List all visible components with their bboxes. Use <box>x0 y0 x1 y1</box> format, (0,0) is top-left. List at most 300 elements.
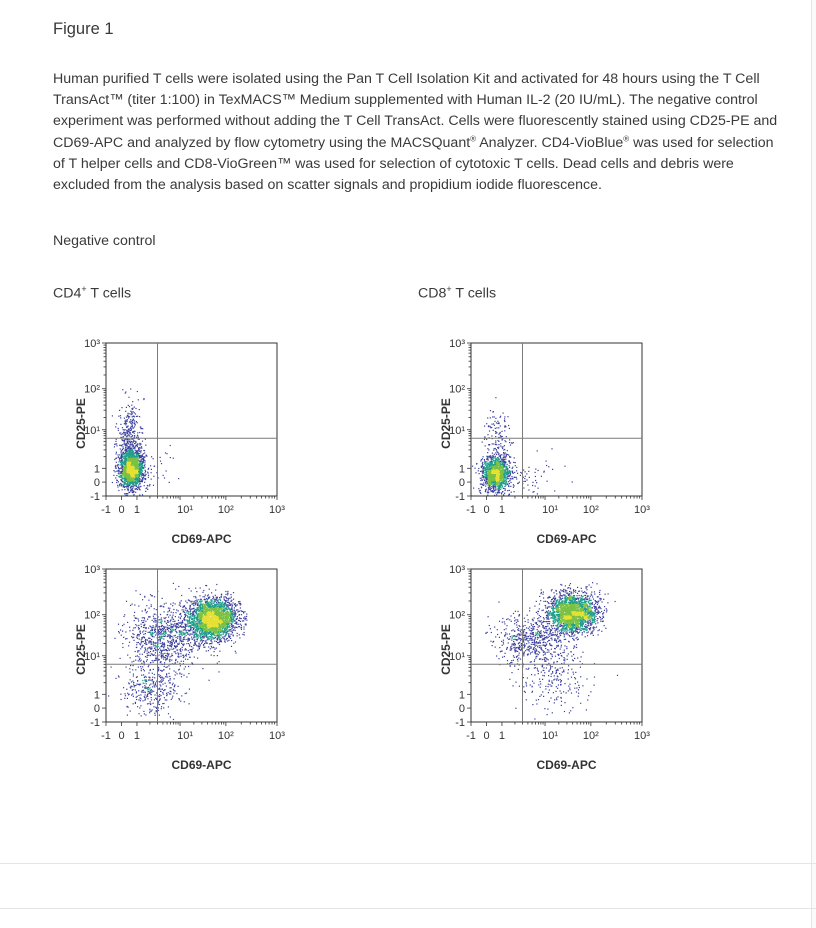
data-point <box>528 489 529 490</box>
x-tick-label: 10² <box>582 504 599 516</box>
data-point <box>230 629 231 630</box>
data-point <box>229 625 230 626</box>
data-point <box>115 471 116 472</box>
data-point <box>128 460 129 461</box>
data-point <box>125 480 126 481</box>
data-point <box>234 607 235 608</box>
data-point <box>122 472 123 473</box>
data-point <box>508 425 509 426</box>
data-point <box>487 417 488 418</box>
data-point <box>498 489 499 490</box>
data-point <box>121 467 122 468</box>
data-point <box>142 494 143 495</box>
data-point <box>509 490 510 491</box>
data-point <box>514 491 515 492</box>
data-point <box>140 427 141 428</box>
data-point <box>491 470 492 471</box>
data-point <box>135 470 136 471</box>
data-point <box>137 477 138 478</box>
data-point <box>554 490 555 491</box>
group-label-cd8 <box>418 284 496 302</box>
data-point <box>537 493 538 494</box>
caption-text-5: was used for selection of T helper cells and CD8-VioGreen <box>53 134 774 172</box>
data-point <box>122 484 123 485</box>
data-point <box>502 459 503 460</box>
data-point <box>127 484 128 485</box>
data-point <box>145 445 146 446</box>
data-point <box>126 417 127 418</box>
data-point <box>131 475 132 476</box>
data-point <box>538 470 539 471</box>
data-point <box>127 421 128 422</box>
data-point <box>215 601 216 602</box>
data-point <box>130 419 131 420</box>
data-point <box>124 482 125 483</box>
data-point <box>133 448 134 449</box>
data-point <box>148 475 149 476</box>
x-tick-label: 10¹ <box>542 504 558 516</box>
data-point <box>137 416 138 417</box>
data-point <box>498 492 499 493</box>
data-point <box>490 485 491 486</box>
data-point <box>136 450 137 451</box>
flow-plot-cd8-negative <box>435 333 685 548</box>
data-point <box>511 476 512 477</box>
data-point <box>122 444 123 445</box>
data-point <box>503 471 504 472</box>
data-point <box>501 462 502 463</box>
data-point <box>132 490 133 491</box>
data-point <box>525 471 526 472</box>
data-point <box>484 459 485 460</box>
data-point <box>118 476 119 477</box>
data-point <box>484 474 485 475</box>
data-point <box>116 482 117 483</box>
data-point <box>508 486 509 487</box>
data-point <box>208 597 209 598</box>
data-point <box>118 471 119 472</box>
data-point <box>133 431 134 432</box>
data-point <box>129 452 130 453</box>
data-point <box>497 479 498 480</box>
data-point <box>551 448 552 449</box>
data-point <box>494 472 495 473</box>
trademark-mark: ™ <box>109 92 124 109</box>
data-point <box>502 447 503 448</box>
data-point <box>116 468 117 469</box>
data-point <box>504 421 505 422</box>
data-point <box>121 463 122 464</box>
data-point <box>482 458 483 459</box>
data-point <box>144 478 145 479</box>
data-point <box>499 468 500 469</box>
data-point <box>513 462 514 463</box>
data-point <box>507 490 508 491</box>
data-point <box>496 427 497 428</box>
data-point <box>482 468 483 469</box>
data-point <box>194 626 195 627</box>
data-point <box>142 473 143 474</box>
data-point <box>130 479 131 480</box>
data-point <box>472 466 473 467</box>
data-point <box>130 468 131 469</box>
data-point <box>516 470 517 471</box>
data-point <box>161 463 162 464</box>
data-point <box>492 487 493 488</box>
data-point <box>151 456 152 457</box>
data-point <box>127 478 128 479</box>
x-axis-label: CD69-APC <box>171 532 232 546</box>
data-point <box>132 425 133 426</box>
data-point <box>125 422 126 423</box>
data-point <box>133 442 134 443</box>
data-point <box>123 452 124 453</box>
data-point <box>501 468 502 469</box>
flow-plot-cd4-activated <box>70 559 320 774</box>
data-point <box>142 441 143 442</box>
data-point <box>141 472 142 473</box>
data-point <box>503 413 504 414</box>
data-point <box>120 417 121 418</box>
data-point <box>482 465 483 466</box>
data-point <box>491 464 492 465</box>
data-point <box>139 455 140 456</box>
plot-cd4-negative <box>70 333 320 548</box>
data-point <box>128 416 129 417</box>
data-point <box>498 465 499 466</box>
data-point <box>216 648 217 649</box>
data-point <box>128 417 129 418</box>
data-point <box>125 411 126 412</box>
data-point <box>498 441 499 442</box>
data-point <box>480 480 481 481</box>
data-point <box>131 457 132 458</box>
data-point <box>128 466 129 467</box>
data-point <box>211 647 212 648</box>
x-tick-label: -1 <box>101 504 111 516</box>
data-point <box>116 445 117 446</box>
data-point <box>220 599 221 600</box>
data-point <box>496 450 497 451</box>
data-point <box>125 432 126 433</box>
y-axis-label: CD25-PE <box>74 398 88 449</box>
data-point <box>137 391 138 392</box>
data-point <box>488 470 489 471</box>
data-point <box>142 432 143 433</box>
data-point <box>495 456 496 457</box>
x-tick-label: 10³ <box>634 504 650 516</box>
data-point <box>199 635 200 636</box>
data-point <box>133 494 134 495</box>
data-point <box>124 440 125 441</box>
data-point <box>131 421 132 422</box>
data-point <box>495 444 496 445</box>
data-point <box>510 482 511 483</box>
data-point <box>138 437 139 438</box>
data-point <box>506 468 507 469</box>
data-point <box>493 475 494 476</box>
data-point <box>486 456 487 457</box>
data-point <box>123 471 124 472</box>
data-point <box>129 454 130 455</box>
data-point <box>489 466 490 467</box>
data-point <box>497 466 498 467</box>
data-point <box>505 490 506 491</box>
data-point <box>484 476 485 477</box>
data-point <box>505 426 506 427</box>
data-point <box>516 467 517 468</box>
data-point <box>148 473 149 474</box>
data-point <box>237 635 238 636</box>
data-point <box>484 470 485 471</box>
data-point <box>488 479 489 480</box>
data-point <box>141 480 142 481</box>
data-point <box>115 466 116 467</box>
data-point <box>188 613 189 614</box>
data-point <box>141 467 142 468</box>
data-point <box>133 419 134 420</box>
data-point <box>131 426 132 427</box>
data-point <box>500 463 501 464</box>
data-point <box>229 603 230 604</box>
data-point <box>124 421 125 422</box>
data-point <box>484 426 485 427</box>
data-point <box>132 453 133 454</box>
data-point <box>488 425 489 426</box>
data-point <box>127 486 128 487</box>
data-point <box>495 462 496 463</box>
data-point <box>496 444 497 445</box>
x-tick-label: 0 <box>118 504 125 516</box>
data-point <box>548 466 549 467</box>
data-point <box>479 490 480 491</box>
data-point <box>209 602 210 603</box>
data-point <box>124 467 125 468</box>
data-point <box>135 473 136 474</box>
data-point <box>523 481 524 482</box>
data-point <box>144 467 145 468</box>
data-point <box>482 442 483 443</box>
data-point <box>224 636 225 637</box>
data-point <box>497 470 498 471</box>
data-point <box>505 488 506 489</box>
data-point <box>508 461 509 462</box>
data-point <box>124 423 125 424</box>
data-point <box>137 451 138 452</box>
data-point <box>134 448 135 449</box>
data-point <box>500 443 501 444</box>
data-point <box>519 482 520 483</box>
data-point <box>118 461 119 462</box>
data-point <box>496 494 497 495</box>
data-point <box>202 592 203 593</box>
data-point <box>488 444 489 445</box>
data-point <box>128 454 129 455</box>
x-tick-label: 10³ <box>269 504 285 516</box>
data-point <box>476 463 477 464</box>
data-point <box>126 451 127 452</box>
data-point <box>489 484 490 485</box>
caption-text-4: Analyzer. CD4-VioBlue <box>476 134 624 151</box>
data-point <box>541 476 542 477</box>
data-point <box>119 484 120 485</box>
data-point <box>130 430 131 431</box>
data-point <box>480 460 481 461</box>
data-point <box>139 486 140 487</box>
data-point <box>131 411 132 412</box>
data-point <box>193 605 194 606</box>
data-point <box>190 633 191 634</box>
data-point <box>121 457 122 458</box>
data-point <box>137 453 138 454</box>
data-point <box>513 473 514 474</box>
data-point <box>134 416 135 417</box>
data-point <box>488 484 489 485</box>
data-point <box>514 472 515 473</box>
data-point <box>219 638 220 639</box>
data-point <box>133 454 134 455</box>
data-point <box>160 457 161 458</box>
data-point <box>120 432 121 433</box>
data-point <box>483 456 484 457</box>
figure-title: Figure 1 <box>53 20 114 38</box>
data-point <box>121 484 122 485</box>
data-point <box>116 423 117 424</box>
data-point <box>129 478 130 479</box>
data-point <box>144 464 145 465</box>
data-point <box>508 481 509 482</box>
data-point <box>122 453 123 454</box>
data-point <box>484 472 485 473</box>
data-point <box>488 464 489 465</box>
data-point <box>495 442 496 443</box>
data-point <box>138 484 139 485</box>
data-point <box>483 476 484 477</box>
data-point <box>506 477 507 478</box>
data-point <box>501 482 502 483</box>
data-point <box>491 458 492 459</box>
vertical-scrollbar[interactable] <box>811 0 816 928</box>
data-point <box>126 487 127 488</box>
data-point <box>480 471 481 472</box>
data-point <box>134 467 135 468</box>
data-point <box>123 486 124 487</box>
data-point <box>121 434 122 435</box>
y-tick-label: 10³ <box>449 338 465 350</box>
data-point <box>212 598 213 599</box>
data-point <box>495 448 496 449</box>
data-point <box>572 481 573 482</box>
data-point <box>235 630 236 631</box>
data-point <box>495 487 496 488</box>
data-point <box>113 475 114 476</box>
data-point <box>121 454 122 455</box>
data-point <box>493 412 494 413</box>
x-tick-label: 0 <box>483 504 490 516</box>
data-point <box>127 451 128 452</box>
data-point <box>496 462 497 463</box>
group-label-cd4 <box>53 284 131 302</box>
data-point <box>123 436 124 437</box>
data-point <box>135 480 136 481</box>
data-point <box>125 493 126 494</box>
data-point <box>127 489 128 490</box>
data-point <box>505 456 506 457</box>
data-point <box>138 463 139 464</box>
data-point <box>499 473 500 474</box>
data-point <box>510 473 511 474</box>
data-point <box>232 624 233 625</box>
data-point <box>126 472 127 473</box>
data-point <box>502 467 503 468</box>
data-point <box>501 474 502 475</box>
data-point <box>520 475 521 476</box>
y-tick-label: 0 <box>93 477 100 490</box>
data-point <box>490 462 491 463</box>
data-point <box>489 480 490 481</box>
data-point <box>122 459 123 460</box>
x-tick-label: 10¹ <box>177 504 193 516</box>
data-point <box>132 488 133 489</box>
data-point <box>228 599 229 600</box>
data-point <box>216 641 217 642</box>
data-point <box>488 469 489 470</box>
data-point <box>136 416 137 417</box>
data-point <box>501 470 502 471</box>
data-point <box>496 486 497 487</box>
data-point <box>153 458 154 459</box>
data-point <box>486 463 487 464</box>
data-point <box>546 461 547 462</box>
data-point <box>527 485 528 486</box>
data-point <box>504 457 505 458</box>
data-point <box>495 468 496 469</box>
data-point <box>125 424 126 425</box>
data-point <box>123 429 124 430</box>
data-point <box>502 448 503 449</box>
data-point <box>502 491 503 492</box>
data-point <box>134 443 135 444</box>
data-point <box>509 483 510 484</box>
data-point <box>122 489 123 490</box>
data-point <box>135 482 136 483</box>
data-point <box>139 451 140 452</box>
data-point <box>134 424 135 425</box>
data-point <box>493 488 494 489</box>
data-point <box>139 416 140 417</box>
data-point <box>143 453 144 454</box>
data-point <box>124 489 125 490</box>
data-point <box>490 455 491 456</box>
data-point <box>506 454 507 455</box>
data-point <box>488 477 489 478</box>
data-point <box>127 461 128 462</box>
data-point <box>132 401 133 402</box>
data-point <box>505 462 506 463</box>
data-point <box>491 460 492 461</box>
data-point <box>478 488 479 489</box>
data-point <box>493 479 494 480</box>
data-point <box>481 487 482 488</box>
data-point <box>498 447 499 448</box>
data-point <box>505 482 506 483</box>
data-point <box>509 439 510 440</box>
data-point <box>214 641 215 642</box>
data-point <box>194 601 195 602</box>
data-point <box>187 641 188 642</box>
data-point <box>139 432 140 433</box>
data-point <box>509 428 510 429</box>
